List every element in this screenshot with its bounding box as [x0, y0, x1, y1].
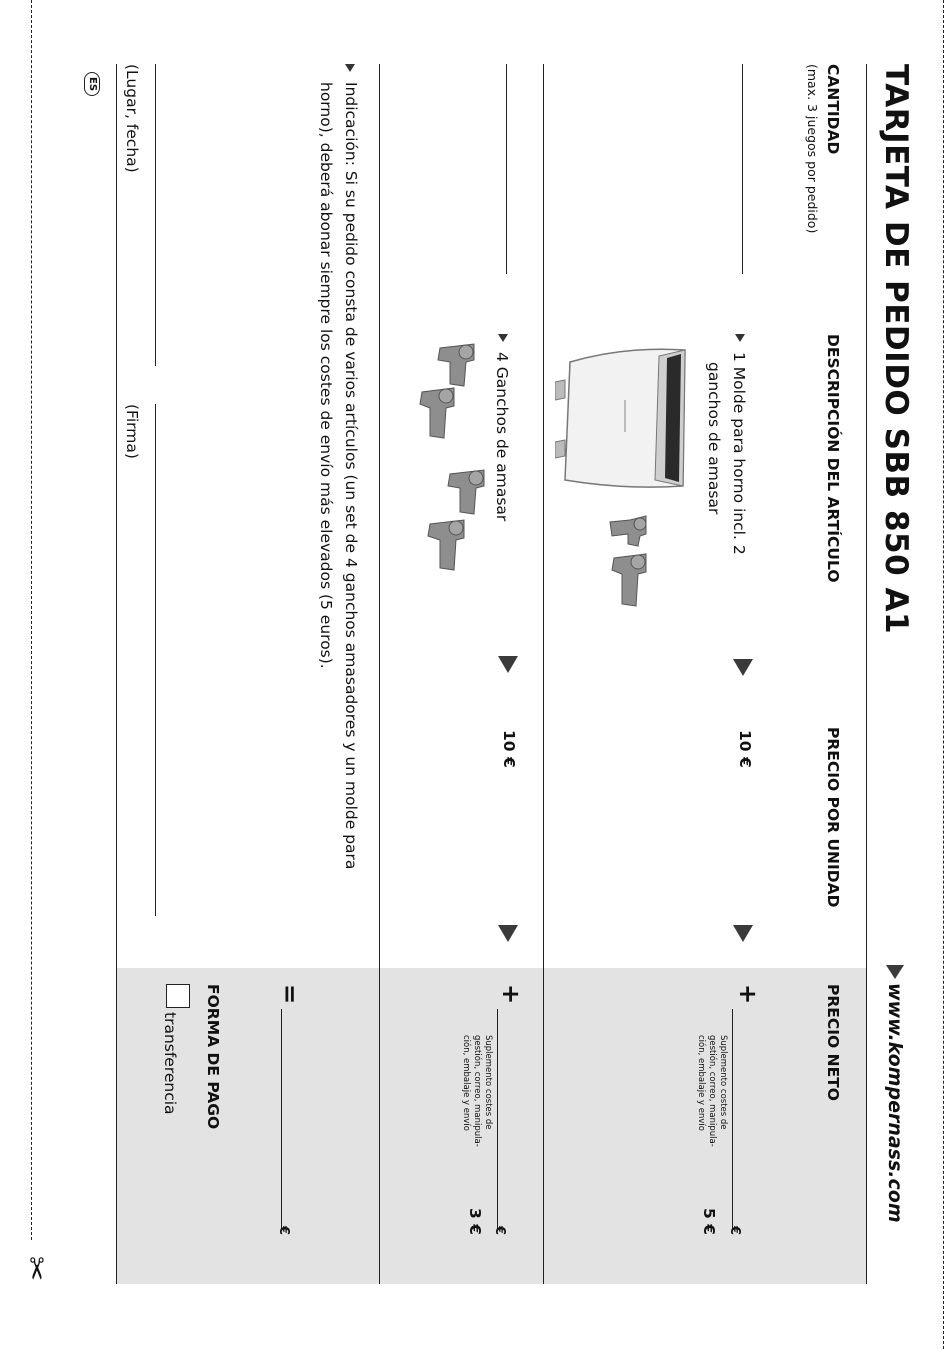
- bullet-arrow-icon: [498, 334, 508, 342]
- rule-row2: [379, 64, 380, 1284]
- transfer-label: transferencia: [161, 1012, 179, 1115]
- place-date-field[interactable]: [155, 64, 156, 366]
- triangle-arrow-icon: [733, 659, 753, 676]
- header-net-price: PRECIO NETO: [824, 984, 842, 1101]
- unit-price-row2: 10 €: [500, 730, 518, 768]
- header-quantity: CANTIDAD: [824, 64, 842, 155]
- website-link[interactable]: www.kompernass.com: [884, 965, 906, 1223]
- net-price-field-row1[interactable]: [732, 1009, 733, 1229]
- kneading-hook-image: [432, 340, 480, 390]
- net-currency-row2: €: [492, 1226, 507, 1236]
- triangle-arrow-icon: [733, 925, 753, 942]
- rule-bottom: [116, 64, 117, 1284]
- signature-field[interactable]: [155, 404, 156, 916]
- signature-label: (Firma): [123, 404, 141, 459]
- header-quantity-note: (max. 3 juegos por pedido): [805, 64, 820, 234]
- plus-sign-row1: +: [734, 984, 762, 1005]
- total-field[interactable]: [281, 1009, 282, 1229]
- cut-line-bottom: [31, 0, 32, 1240]
- scissors-icon: ✂: [18, 1256, 53, 1282]
- payment-title: FORMA DE PAGO: [204, 984, 222, 1130]
- triangle-arrow-icon: [498, 656, 518, 673]
- rule-row1: [543, 64, 544, 1284]
- net-price-field-row2[interactable]: [497, 1009, 498, 1229]
- rotated-order-card: ✂ TARJETA DE PEDIDO SBB 850 A1 www.kompernass.com CANTIDAD (max. 3 juegos por pedido) DESCRIPCIÓN DEL ARTÍCULO PRECIO POR UNIDAD PRECIO NETO 1 Molde para horno incl. 2 ganchos de amasar 10 € + € Suplemento costes de gestión, correo, manipula- ción, embalaje y envío 5 € 4 Ganchos de amasar 10 € + € Suplemento costes de gestión, correo, manipula- ción, embalaje y envío 3 € Indicación: Si su pedido consta de varios artículos (un set de 4 ganchos amasadores y un molde para horno), deberá abonar siempre los costes de envío más elevados (5 euros). = € FORMA DE PAGO transferencia (Lugar, fecha) (Firma) ES: [0, 0, 950, 1349]
- quantity-field-row2[interactable]: [506, 64, 507, 274]
- kneading-hook-image: [442, 466, 490, 518]
- triangle-arrow-icon: [498, 925, 518, 942]
- kneading-hook-image: [422, 516, 470, 574]
- place-date-label: (Lugar, fecha): [123, 64, 141, 173]
- language-badge: ES: [84, 72, 100, 96]
- baking-pan-image: [555, 340, 695, 492]
- net-currency-row1: €: [727, 1226, 742, 1236]
- supplement-note-row1: Suplemento costes de gestión, correo, manipula- ción, embalaje y envío: [696, 1035, 728, 1147]
- header-unit-price: PRECIO POR UNIDAD: [824, 727, 842, 908]
- rule-top: [866, 64, 867, 1284]
- header-description: DESCRIPCIÓN DEL ARTÍCULO: [824, 334, 842, 583]
- triangle-arrow-icon: [886, 965, 904, 979]
- supplement-value-row1: 5 €: [700, 1208, 718, 1235]
- bullet-arrow-icon: [345, 64, 355, 72]
- kneading-hook-image: [608, 510, 650, 548]
- unit-price-row1: 10 €: [736, 730, 754, 768]
- cut-line-top: [943, 0, 944, 1349]
- supplement-value-row2: 3 €: [466, 1208, 484, 1235]
- kneading-hook-image: [414, 384, 460, 442]
- supplement-note-row2: Suplemento costes de gestión, correo, manipula- ción, embalaje y envío: [461, 1035, 493, 1147]
- equals-sign: =: [276, 984, 304, 1005]
- plus-sign-row2: +: [497, 984, 525, 1005]
- total-currency: €: [276, 1226, 291, 1236]
- kneading-hook-image: [606, 550, 652, 610]
- transfer-checkbox[interactable]: [166, 984, 190, 1008]
- quantity-field-row1[interactable]: [742, 64, 743, 274]
- page-title: TARJETA DE PEDIDO SBB 850 A1: [878, 64, 914, 635]
- bullet-arrow-icon: [735, 334, 745, 342]
